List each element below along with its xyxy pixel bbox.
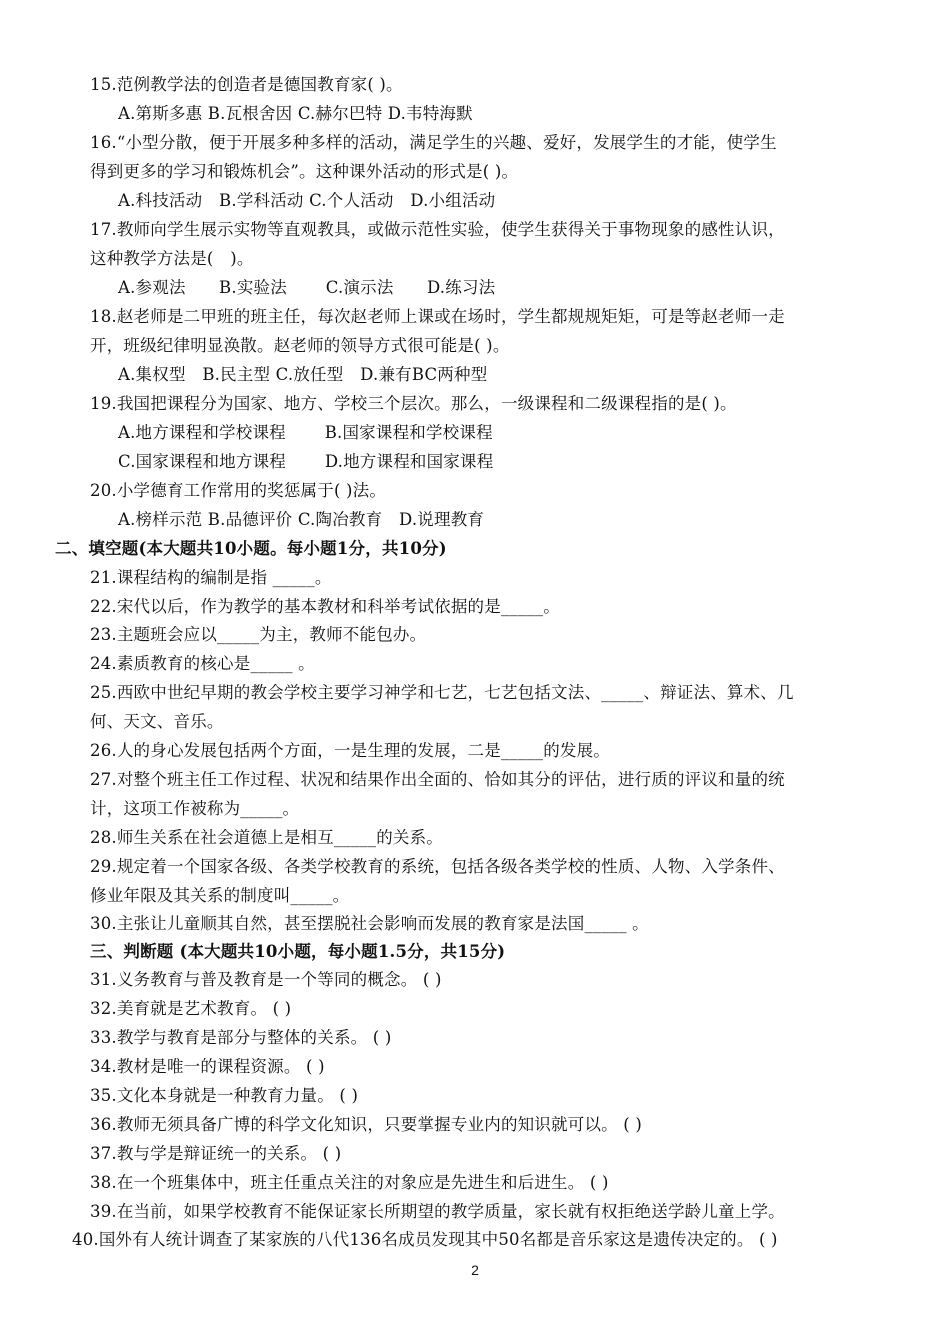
question-24: 24.素质教育的核心是_____ 。 xyxy=(90,654,315,673)
question-33: 33.教学与教育是部分与整体的关系。 ( ) xyxy=(90,1028,392,1047)
section-3-title: 三、判断题 (本大题共10小题，每小题1.5分，共15分) xyxy=(90,942,506,961)
question-20-options: A.榜样示范 B.品德评价 C.陶冶教育 D.说理教育 xyxy=(118,510,485,529)
question-21: 21.课程结构的编制是指 _____。 xyxy=(90,568,332,587)
question-38: 38.在一个班集体中，班主任重点关注的对象应是先进生和后进生。 ( ) xyxy=(90,1173,609,1192)
question-37: 37.教与学是辩证统一的关系。 ( ) xyxy=(90,1144,342,1163)
question-30: 30.主张让儿童顺其自然，甚至摆脱社会影响而发展的教育家是法国_____ 。 xyxy=(90,914,649,933)
question-36: 36.教师无须具备广博的科学文化知识，只要掌握专业内的知识就可以。 ( ) xyxy=(90,1115,643,1134)
question-29-line-1: 29.规定着一个国家各级、各类学校教育的系统，包括各级各类学校的性质、人物、入学条件、 xyxy=(90,857,785,876)
question-15-options: A.第斯多惠 B.瓦根舍因 C.赫尔巴特 D.韦特海默 xyxy=(118,104,473,123)
question-18-line-1: 18.赵老师是二甲班的班主任，每次赵老师上课或在场时，学生都规规矩矩，可是等赵老师一走 xyxy=(90,307,785,326)
question-19-options-row-2: C.国家课程和地方课程 D.地方课程和国家课程 xyxy=(118,452,494,471)
question-16-options: A.科技活动 B.学科活动 C.个人活动 D.小组活动 xyxy=(118,191,496,210)
question-18-options: A.集权型 B.民主型 C.放任型 D.兼有BC两种型 xyxy=(118,365,488,384)
question-35: 35.文化本身就是一种教育力量。 ( ) xyxy=(90,1086,359,1105)
question-28: 28.师生关系在社会道德上是相互_____的关系。 xyxy=(90,828,443,847)
question-20: 20.小学德育工作常用的奖惩属于( )法。 xyxy=(90,481,387,500)
question-25-line-1: 25.西欧中世纪早期的教会学校主要学习神学和七艺，七艺包括文法、_____、辩证法、算术、几 xyxy=(90,683,794,702)
question-31: 31.义务教育与普及教育是一个等同的概念。 ( ) xyxy=(90,970,442,989)
question-29-line-2: 修业年限及其关系的制度叫_____。 xyxy=(90,886,350,905)
question-22: 22.宋代以后，作为教学的基本教材和科举考试依据的是_____。 xyxy=(90,597,560,616)
question-16-line-2: 得到更多的学习和锻炼机会”。这种课外活动的形式是( )。 xyxy=(90,162,519,181)
question-40: 40.国外有人统计调查了某家族的八代136名成员发现其中50名都是音乐家这是遗传决定的。 ( ) xyxy=(72,1230,778,1249)
page-number: 2 xyxy=(471,1262,479,1278)
question-23: 23.主题班会应以_____为主，教师不能包办。 xyxy=(90,625,427,644)
question-15: 15.范例教学法的创造者是德国教育家( )。 xyxy=(90,75,403,94)
question-16-line-1: 16.“小型分散，便于开展多种多样的活动，满足学生的兴趣、爱好，发展学生的才能，使学生 xyxy=(90,133,777,152)
section-2-title: 二、填空题(本大题共10小题。每小题1分，共10分) xyxy=(55,539,447,558)
question-17-line-1: 17.教师向学生展示实物等直观教具，或做示范性实验，使学生获得关于事物现象的感性认识， xyxy=(90,220,785,239)
question-25-line-2: 何、天文、音乐。 xyxy=(90,712,224,731)
question-26: 26.人的身心发展包括两个方面，一是生理的发展，二是_____的发展。 xyxy=(90,741,610,760)
question-17-options: A.参观法 B.实验法 C.演示法 D.练习法 xyxy=(118,278,496,297)
question-17-line-2: 这种教学方法是( )。 xyxy=(90,249,254,268)
question-19: 19.我国把课程分为国家、地方、学校三个层次。那么，一级课程和二级课程指的是( )。 xyxy=(90,394,737,413)
question-27-line-2: 计，这项工作被称为_____。 xyxy=(90,799,300,818)
question-39: 39.在当前，如果学校教育不能保证家长所期望的教学质量，家长就有权拒绝送学龄儿童上学。 xyxy=(90,1202,785,1221)
question-34: 34.教材是唯一的课程资源。 ( ) xyxy=(90,1057,325,1076)
question-32: 32.美育就是艺术教育。 ( ) xyxy=(90,999,292,1018)
question-18-line-2: 开，班级纪律明显涣散。赵老师的领导方式很可能是( )。 xyxy=(90,336,510,355)
question-19-options-row-1: A.地方课程和学校课程 B.国家课程和学校课程 xyxy=(118,423,493,442)
question-27-line-1: 27.对整个班主任工作过程、状况和结果作出全面的、恰如其分的评估，进行质的评议和量的统 xyxy=(90,770,785,789)
